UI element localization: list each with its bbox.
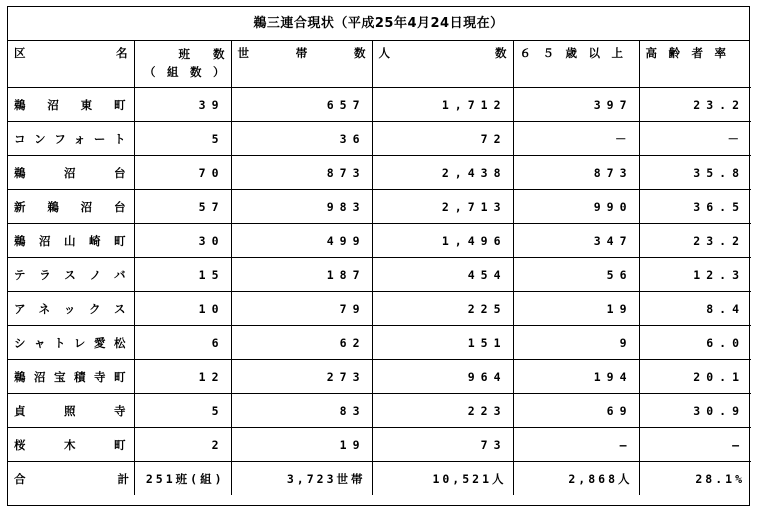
stats-sheet	[7, 6, 750, 506]
table-row	[8, 190, 751, 224]
cell-name: アネックス	[8, 292, 134, 326]
cell-groups: 30	[134, 224, 231, 258]
cell-over65: －	[513, 122, 639, 156]
cell-groups: 2	[134, 428, 231, 462]
cell-name: 新鵜沼台	[8, 190, 134, 224]
cell-groups: 6	[134, 326, 231, 360]
cell-people: 73	[372, 428, 513, 462]
cell-rate: 6.0	[639, 326, 751, 360]
cell-households: 499	[231, 224, 372, 258]
cell-name: 貞照寺	[8, 394, 134, 428]
header-aging-rate: 高 齢 者 率	[639, 41, 751, 88]
header-people: 人 数	[372, 41, 513, 88]
table-row	[8, 326, 751, 360]
cell-over65: 990	[513, 190, 639, 224]
cell-households: 873	[231, 156, 372, 190]
cell-over65: 9	[513, 326, 639, 360]
page-title: 鵜三連合現状（平成25年4月24日現在）	[8, 7, 749, 41]
cell-rate: 35.8	[639, 156, 751, 190]
cell-rate: 30.9	[639, 394, 751, 428]
cell-groups: 70	[134, 156, 231, 190]
cell-over65: 19	[513, 292, 639, 326]
cell-households: 79	[231, 292, 372, 326]
cell-over65: 56	[513, 258, 639, 292]
cell-over65: 873	[513, 156, 639, 190]
cell-over65: ―	[513, 428, 639, 462]
cell-name: テラスノバ	[8, 258, 134, 292]
cell-people: 223	[372, 394, 513, 428]
cell-households: 62	[231, 326, 372, 360]
cell-households: 36	[231, 122, 372, 156]
total-row	[8, 462, 751, 496]
cell-people: 151	[372, 326, 513, 360]
cell-name: シャトレ愛松	[8, 326, 134, 360]
cell-rate: 23.2	[639, 224, 751, 258]
cell-rate: 8.4	[639, 292, 751, 326]
cell-households: 273	[231, 360, 372, 394]
cell-over65: 2,868人	[513, 462, 639, 496]
cell-rate: 28.1%	[639, 462, 751, 496]
cell-rate: 36.5	[639, 190, 751, 224]
cell-households: 3,723世帯	[231, 462, 372, 496]
cell-rate: －	[639, 122, 751, 156]
cell-people: 964	[372, 360, 513, 394]
cell-over65: 194	[513, 360, 639, 394]
header-groups: 班 数 （ 組 数 ）	[134, 41, 231, 88]
cell-rate: 23.2	[639, 88, 751, 122]
cell-people: 225	[372, 292, 513, 326]
table-row	[8, 258, 751, 292]
cell-rate: ―	[639, 428, 751, 462]
cell-name: コンフォート	[8, 122, 134, 156]
cell-groups: 10	[134, 292, 231, 326]
cell-rate: 12.3	[639, 258, 751, 292]
cell-people: 10,521人	[372, 462, 513, 496]
table-row	[8, 122, 751, 156]
table-row	[8, 292, 751, 326]
cell-name: 合 計	[8, 462, 134, 496]
cell-groups: 57	[134, 190, 231, 224]
cell-households: 19	[231, 428, 372, 462]
header-over65: ６ ５ 歳 以 上	[513, 41, 639, 88]
cell-people: 2,438	[372, 156, 513, 190]
cell-groups: 39	[134, 88, 231, 122]
cell-groups: 12	[134, 360, 231, 394]
table-row	[8, 360, 751, 394]
table-row	[8, 156, 751, 190]
cell-over65: 347	[513, 224, 639, 258]
cell-groups: 15	[134, 258, 231, 292]
cell-name: 鵜沼台	[8, 156, 134, 190]
cell-groups: 5	[134, 122, 231, 156]
cell-households: 187	[231, 258, 372, 292]
cell-households: 657	[231, 88, 372, 122]
cell-over65: 69	[513, 394, 639, 428]
cell-people: 2,713	[372, 190, 513, 224]
table-row	[8, 428, 751, 462]
cell-households: 83	[231, 394, 372, 428]
cell-over65: 397	[513, 88, 639, 122]
cell-households: 983	[231, 190, 372, 224]
cell-people: 72	[372, 122, 513, 156]
table-row	[8, 394, 751, 428]
table-row	[8, 224, 751, 258]
cell-people: 1,496	[372, 224, 513, 258]
header-row	[8, 41, 751, 88]
cell-people: 1,712	[372, 88, 513, 122]
header-households: 世 帯 数	[231, 41, 372, 88]
cell-name: 桜木町	[8, 428, 134, 462]
cell-people: 454	[372, 258, 513, 292]
cell-name: 鵜沼東町	[8, 88, 134, 122]
cell-name: 鵜沼宝積寺町	[8, 360, 134, 394]
table-row	[8, 88, 751, 122]
stats-table	[8, 41, 751, 495]
cell-groups: 5	[134, 394, 231, 428]
cell-name: 鵜沼山崎町	[8, 224, 134, 258]
header-district: 区 名	[8, 41, 134, 88]
cell-rate: 20.1	[639, 360, 751, 394]
cell-groups: 251班(組)	[134, 462, 231, 496]
